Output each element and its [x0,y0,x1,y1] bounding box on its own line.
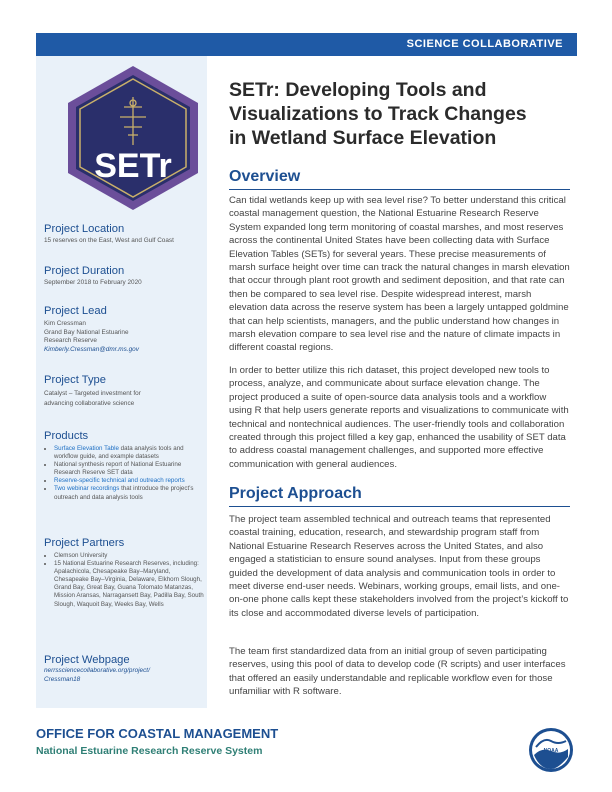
overview-paragraph-1: Can tidal wetlands keep up with sea level rise? To better understand this critical coastal management question, the National Estuarine Research Reserve System expanded long term monitoring of coastal marshes, and most reserves across the continental United States have been collecting data with Surface Elevation Tables (SETs) for several years. These precise measurements of marsh surface height over time can track the natural changes in marsh elevation that occur through plant root growth and sediment deposition, and that rate can then be compared to sea level rise. Despite widespread interest, marsh elevation data across the reserve system has been a largely untapped goldmine that can help scientists, managers, and the public understand how changes in marsh elevation compare to sea level rise and the nature of climate impacts in different coastal regions. [229,195,570,354]
list-item: • Two webinar recordings that introduce the project’s outreach and data analysis tools [54,485,204,501]
approach-heading: Project Approach [229,485,362,502]
header-bar [36,33,577,56]
project-lead [44,305,204,354]
logo-text: SETr [94,147,172,185]
lead-org-1: Grand Bay National Estuarine [44,328,129,336]
products-heading: Products [44,430,89,442]
noaa-label: NOAA [543,748,559,754]
project-partners [44,537,204,609]
partners-heading: Project Partners [44,537,125,549]
lead-heading: Project Lead [44,305,107,317]
list-item: • 15 National Estuarine Research Reserves, including: Apalachicola, Chesapeake Bay–Maryland, Chesapeake Bay–Virginia, Delaware, Elkhorn Slough, Grand Bay, Great Bay, Guana Tolomato Matanzas, Mission Aransas, Narragansett Bay, Padilla Bay, South Slough, Waquoit Bay, Weeks Bay, Wells [54,560,204,609]
office-name: OFFICE FOR COASTAL MANAGEMENT [36,726,279,741]
overview-paragraph-2: In order to better utilize this rich dataset, this project developed new tools to process, analyze, and communicate about surface elevation change. The project produced a suite of open-source data analysis tools and a workflow using R that help users generate reports and visualizations to communicate with technical and nontechnical audiences. The user-friendly tools and collaboration created through this project filled a key gap, enhanced the usability of SET data to address coastal management challenges, and supported more effective communication with general audiences. [229,365,569,470]
list-item: • National synthesis report of National Estuarine Research Reserve SET data [54,461,204,477]
type-text-2: advancing collaborative science [44,400,135,407]
list-item: • Reserve-specific technical and outreach reports [54,477,204,485]
webpage-link-2[interactable]: Cressman18 [44,675,81,683]
type-heading: Project Type [44,374,106,386]
location-heading: Project Location [44,223,125,235]
approach-paragraph-2: The team first standardized data from an initial group of seven participating reserves, using this pool of data to develop code (R scripts) and user interfaces that offered an easily understandable and replicable workflow even for those unfamiliar with R software. [229,646,566,698]
list-item: • Clemson University [54,552,204,560]
noaa-logo-icon [528,727,574,773]
project-webpage [44,654,204,684]
type-text-1: Catalyst – Targeted investment for [44,390,141,397]
project-duration [44,265,204,288]
location-text: 15 reserves on the East, West and Gulf Coast [44,237,174,244]
page-title: SETr: Developing Tools and Visualizations to Track Changes in Wetland Surface Elevation [229,79,527,149]
list-item: • Surface Elevation Table data analysis tools and workflow guide, and example datasets [54,445,204,461]
approach-paragraph-1: The project team assembled technical and outreach teams that represented coastal training, education, research, and stewardship program staff from National Estuarine Research Reserves across the United States, and also engaged a statistician to ensure sound analyses. Input from these groups guided the development of data analysis and communication tools in order to meet diverse end-user needs. Webinars, working groups, email lists, and one-on-one phone calls kept these stakeholders involved from the project’s kickoff to its close and accommodated diverse levels of participation. [229,514,569,619]
webpage-heading: Project Webpage [44,654,130,666]
partners-list [44,552,204,609]
lead-name: Kim Cressman [44,320,86,327]
lead-org-2: Research Reserve [44,337,97,345]
products-list [44,445,204,502]
webpage-link-1[interactable]: nerrssciencecollaborative.org/project/ [44,667,150,674]
duration-heading: Project Duration [44,265,125,277]
duration-text: September 2018 to February 2020 [44,279,142,286]
setr-hexagon-logo [58,63,208,213]
lead-email-link[interactable]: Kimberly.Cressman@dmr.ms.gov [44,345,139,353]
overview-heading: Overview [229,168,301,185]
system-name: National Estuarine Research Reserve System [36,745,263,757]
products [44,430,204,502]
overview-divider [229,189,570,190]
header-label: SCIENCE COLLABORATIVE [406,38,563,50]
project-location [44,223,204,246]
approach-divider [229,506,570,507]
project-type [44,374,204,409]
